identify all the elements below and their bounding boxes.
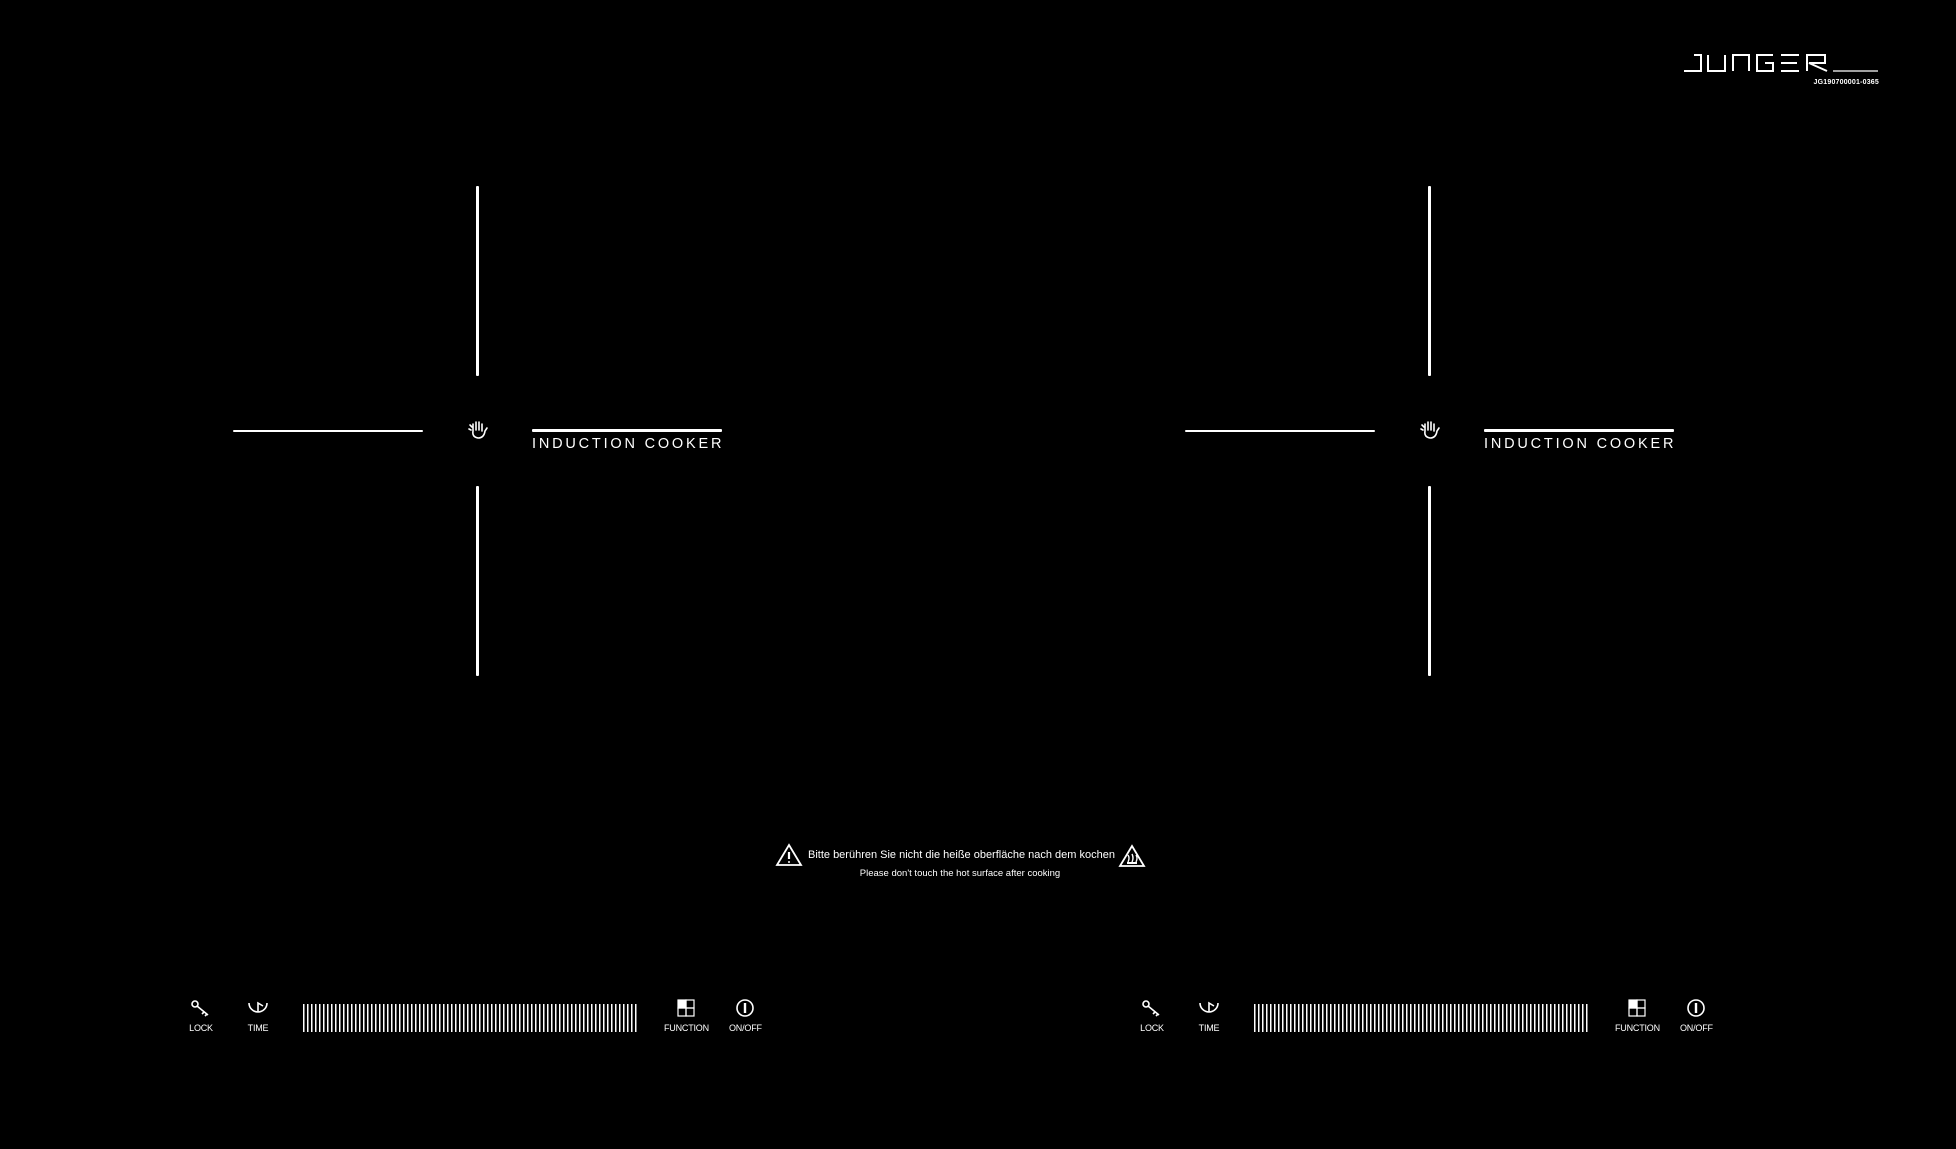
time-label: TIME [1198, 1023, 1220, 1033]
timer-icon [1197, 998, 1221, 1020]
function-button[interactable] [1615, 998, 1660, 1033]
safety-warning [0, 843, 1956, 883]
function-grid-icon [1625, 998, 1649, 1020]
zone-marker-top [476, 186, 479, 376]
brand-logo [1683, 52, 1879, 74]
brand [1683, 52, 1879, 92]
timer-icon [246, 998, 270, 1020]
lock-label: LOCK [1140, 1023, 1164, 1033]
power-icon [1684, 998, 1708, 1020]
power-level-slider[interactable] [303, 1004, 637, 1032]
warning-triangle-icon [775, 843, 803, 867]
power-button[interactable] [1680, 998, 1713, 1033]
power-label: ON/OFF [1680, 1023, 1713, 1033]
control-panel-right [1136, 998, 1776, 1048]
zone-marker-bottom [1428, 486, 1431, 676]
warning-text-german: Bitte berühren Sie nicht die heiße oberfläche nach dem kochen [808, 849, 1115, 861]
lock-button[interactable] [1140, 998, 1164, 1033]
power-button[interactable] [729, 998, 762, 1033]
zone-label: INDUCTION COOKER [1484, 436, 1677, 452]
power-label: ON/OFF [729, 1023, 762, 1033]
function-label: FUNCTION [664, 1023, 709, 1033]
function-grid-icon [674, 998, 698, 1020]
zone-marker-right [532, 429, 722, 432]
model-code: JG190700001-0365 [1813, 79, 1879, 86]
hot-surface-icon [1118, 844, 1146, 868]
function-label: FUNCTION [1615, 1023, 1660, 1033]
control-panel-left [185, 998, 825, 1048]
hand-icon [1419, 419, 1441, 441]
power-level-slider[interactable] [1254, 1004, 1588, 1032]
time-label: TIME [247, 1023, 269, 1033]
key-icon [1140, 998, 1164, 1020]
cooking-zone-right[interactable] [1184, 186, 1704, 686]
zone-marker-top [1428, 186, 1431, 376]
zone-marker-left [1185, 430, 1375, 432]
warning-text-english: Please don't touch the hot surface after cooking [859, 868, 1061, 879]
function-button[interactable] [664, 998, 709, 1033]
zone-marker-right [1484, 429, 1674, 432]
key-icon [189, 998, 213, 1020]
hand-icon [467, 419, 489, 441]
lock-button[interactable] [189, 998, 213, 1033]
power-icon [733, 998, 757, 1020]
lock-label: LOCK [189, 1023, 213, 1033]
cooking-zone-left[interactable] [232, 186, 752, 686]
zone-marker-bottom [476, 486, 479, 676]
time-button[interactable] [246, 998, 270, 1033]
zone-label: INDUCTION COOKER [532, 436, 725, 452]
time-button[interactable] [1197, 998, 1221, 1033]
zone-marker-left [233, 430, 423, 432]
